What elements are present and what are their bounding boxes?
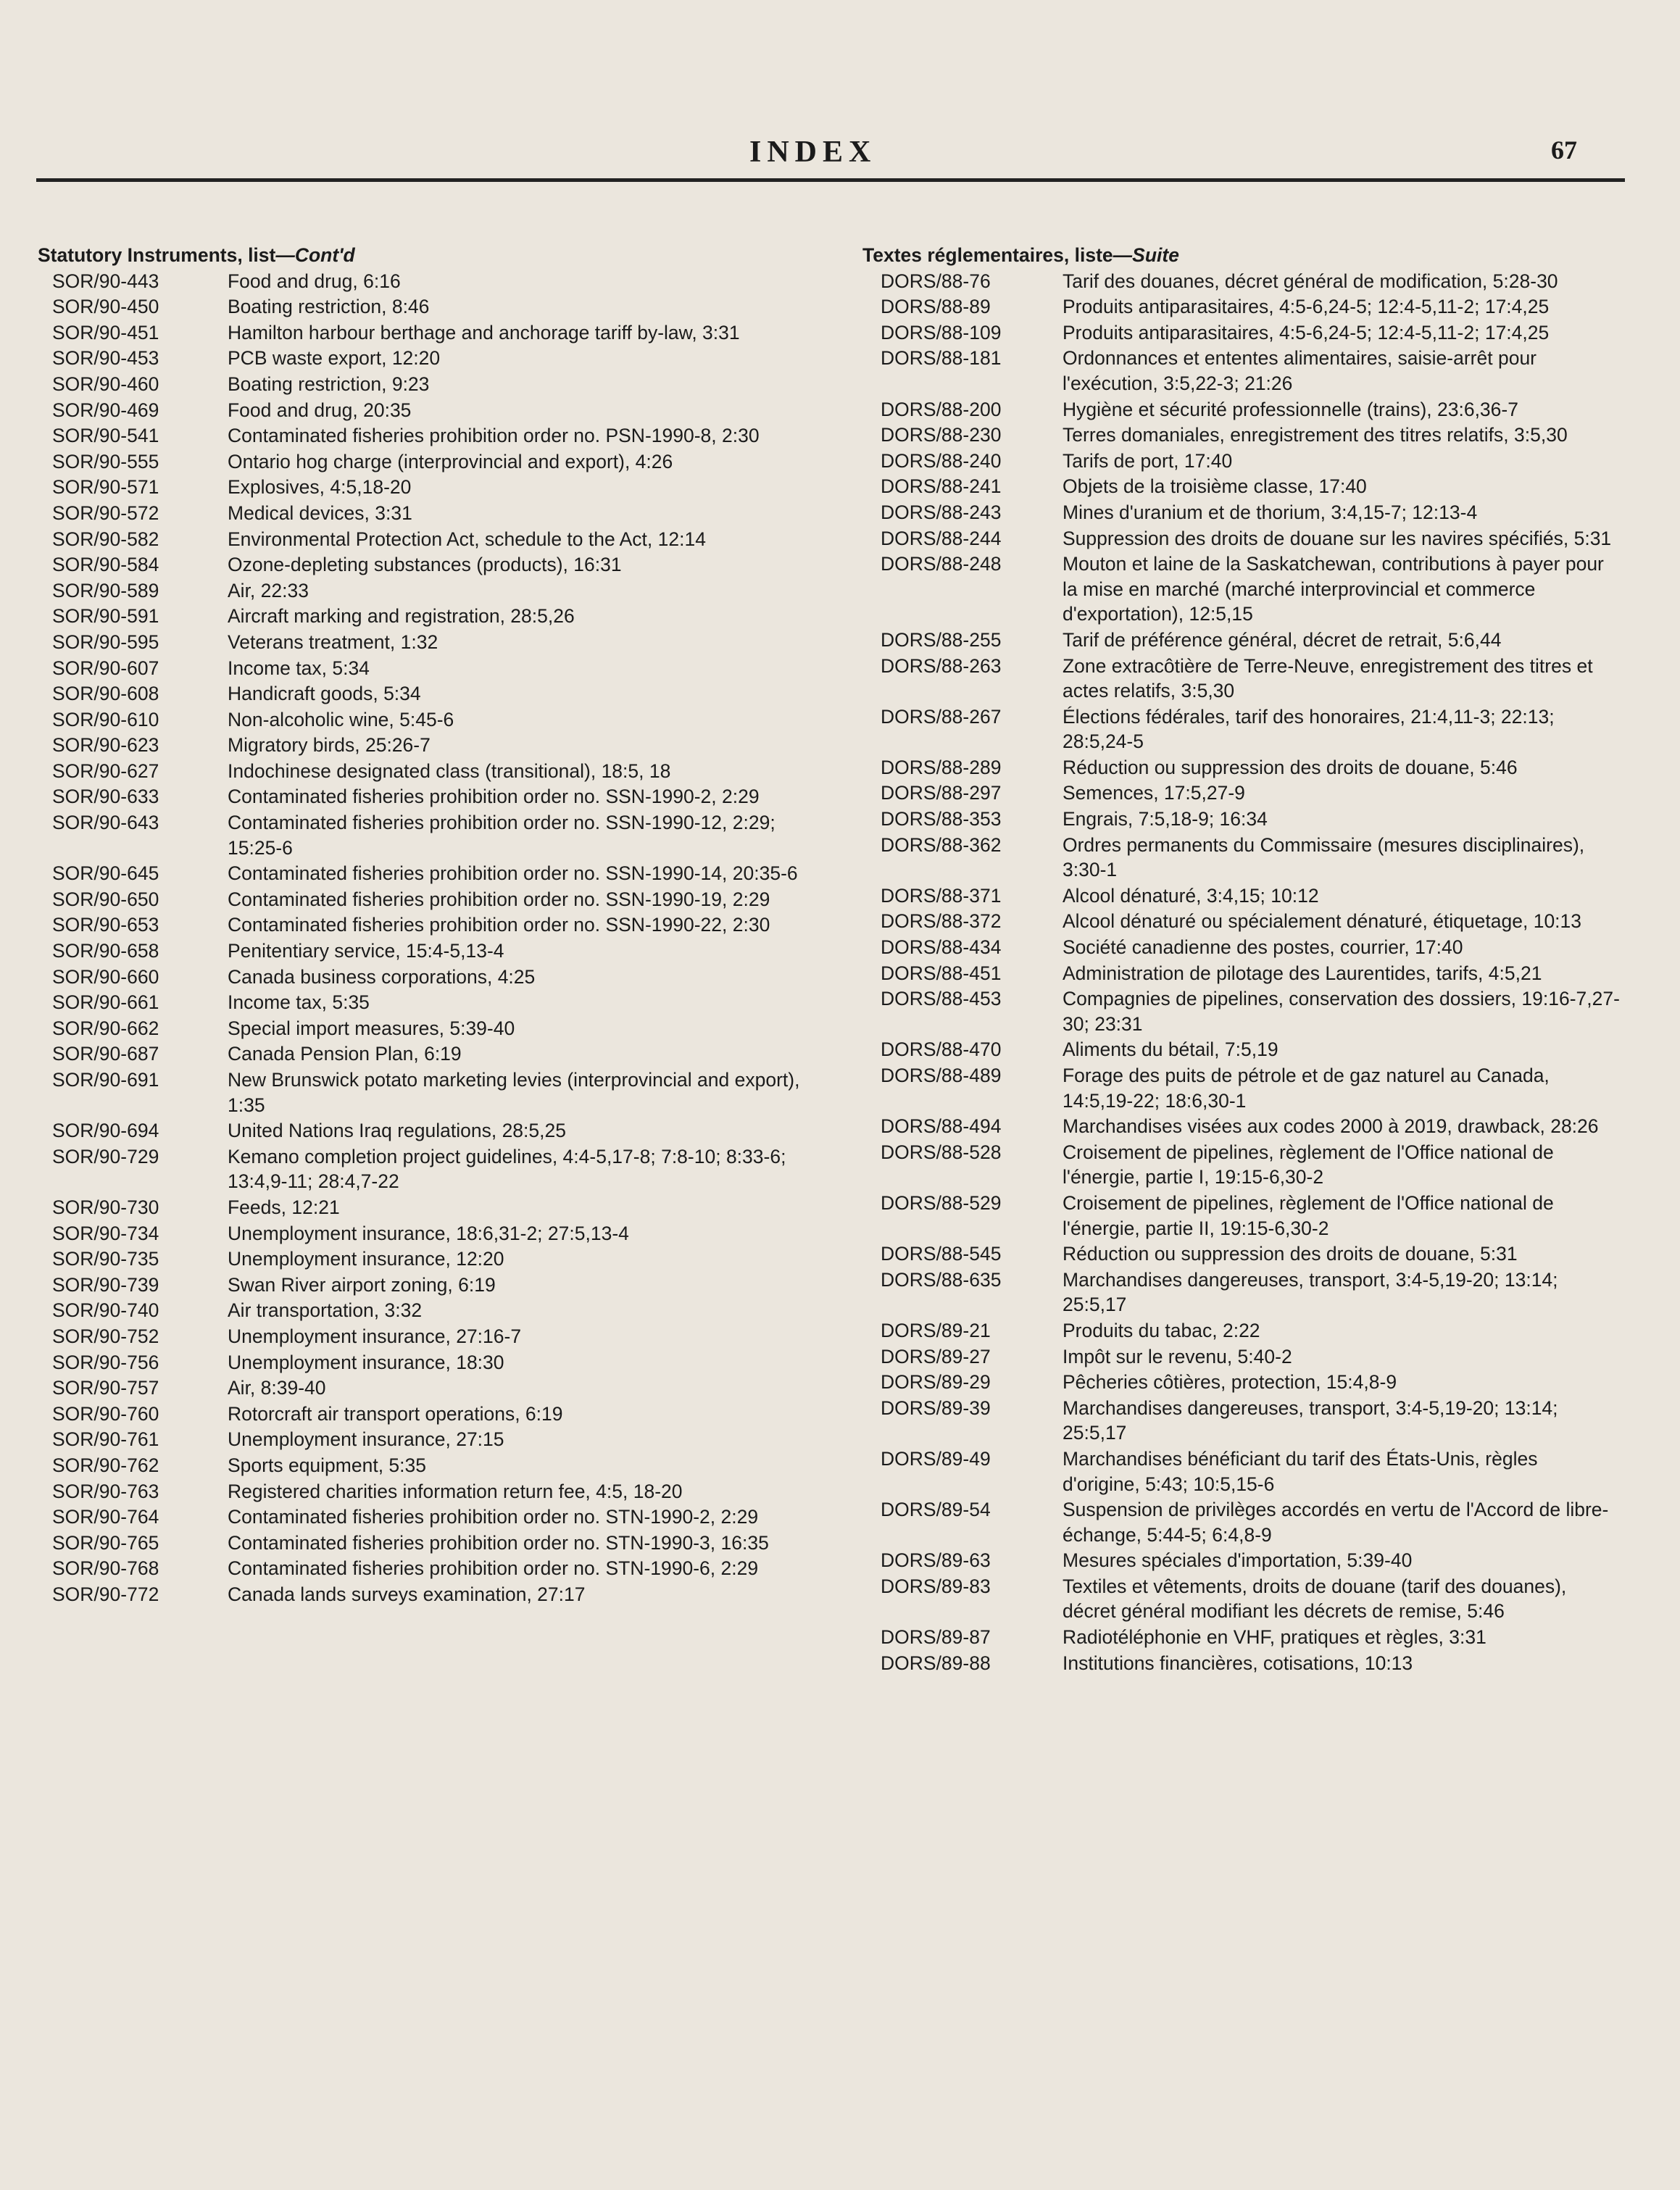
instrument-code: SOR/90-687 bbox=[52, 1043, 159, 1065]
instrument-code: SOR/90-643 bbox=[52, 812, 159, 834]
instrument-code: DORS/88-267 bbox=[881, 705, 1002, 728]
index-entry bbox=[38, 1273, 813, 1298]
instrument-subject: Rotorcraft air transport operations, 6:19 bbox=[228, 1402, 563, 1425]
instrument-subject: Impôt sur le revenu, 5:40-2 bbox=[1063, 1345, 1292, 1367]
instrument-subject: Medical devices, 3:31 bbox=[228, 501, 412, 524]
index-entry bbox=[38, 1041, 813, 1067]
page-number: 67 bbox=[1551, 136, 1577, 165]
instrument-code: SOR/90-450 bbox=[52, 296, 159, 318]
instrument-code: DORS/88-89 bbox=[881, 296, 991, 318]
index-entry bbox=[38, 372, 813, 397]
index-entry bbox=[38, 1221, 813, 1246]
instrument-subject: Handicraft goods, 5:34 bbox=[228, 683, 421, 705]
index-entry bbox=[862, 1574, 1620, 1624]
instrument-subject: Semences, 17:5,27-9 bbox=[1063, 782, 1245, 804]
instrument-subject: Zone extracôtière de Terre-Neuve, enregistrement des titres et actes relatifs, 3:5,30 bbox=[1063, 654, 1593, 702]
instrument-code: DORS/88-230 bbox=[881, 424, 1002, 446]
index-entry bbox=[38, 810, 813, 860]
index-entry bbox=[38, 990, 813, 1015]
instrument-code: DORS/88-434 bbox=[881, 936, 1002, 959]
instrument-subject: Hygiène et sécurité professionnelle (trains), 23:6,36-7 bbox=[1063, 398, 1518, 420]
instrument-subject: Terres domaniales, enregistrement des titres relatifs, 3:5,30 bbox=[1063, 424, 1568, 446]
index-entry bbox=[38, 501, 813, 526]
instrument-subject: Contaminated fisheries prohibition order no. STN-1990-3, 16:35 bbox=[228, 1531, 769, 1554]
instrument-subject: Sports equipment, 5:35 bbox=[228, 1454, 427, 1476]
index-entry bbox=[38, 346, 813, 371]
instrument-subject: Pêcheries côtières, protection, 15:4,8-9 bbox=[1063, 1371, 1397, 1394]
index-entry bbox=[862, 654, 1620, 704]
instrument-code: DORS/88-240 bbox=[881, 449, 1002, 472]
instrument-code: SOR/90-650 bbox=[52, 888, 159, 910]
instrument-code: SOR/90-633 bbox=[52, 786, 159, 808]
instrument-code: SOR/90-661 bbox=[52, 991, 159, 1014]
instrument-code: DORS/88-76 bbox=[881, 270, 991, 292]
instrument-subject: Swan River airport zoning, 6:19 bbox=[228, 1273, 496, 1296]
instrument-code: SOR/90-595 bbox=[52, 630, 159, 653]
index-entry bbox=[38, 1324, 813, 1349]
instrument-subject: Contaminated fisheries prohibition order no. SSN-1990-2, 2:29 bbox=[228, 786, 760, 808]
instrument-code: DORS/88-109 bbox=[881, 321, 1002, 344]
instrument-subject: Suspension de privilèges accordés en vertu de l'Accord de libre-échange, 5:44-5; 6:4,8-9 bbox=[1063, 1499, 1609, 1546]
index-entry bbox=[862, 422, 1620, 448]
index-entry bbox=[862, 1063, 1620, 1113]
instrument-code: SOR/90-555 bbox=[52, 450, 159, 472]
index-entry bbox=[38, 423, 813, 449]
index-entry bbox=[862, 1191, 1620, 1241]
index-entry bbox=[862, 755, 1620, 780]
instrument-code: DORS/89-87 bbox=[881, 1626, 991, 1649]
index-entry bbox=[862, 1037, 1620, 1062]
instrument-code: SOR/90-761 bbox=[52, 1428, 159, 1451]
instrument-subject: Produits antiparasitaires, 4:5-6,24-5; 12:4-5,11-2; 17:4,25 bbox=[1063, 296, 1550, 318]
instrument-subject: Tarif des douanes, décret général de modification, 5:28-30 bbox=[1063, 270, 1558, 292]
instrument-code: SOR/90-729 bbox=[52, 1145, 159, 1167]
instrument-subject: Aircraft marking and registration, 28:5,26 bbox=[228, 605, 575, 628]
instrument-subject: Marchandises dangereuses, transport, 3:4-5,19-20; 13:14; 25:5,17 bbox=[1063, 1268, 1558, 1316]
instrument-subject: Unemployment insurance, 12:20 bbox=[228, 1248, 504, 1270]
index-entry bbox=[862, 1241, 1620, 1267]
instrument-code: DORS/88-372 bbox=[881, 910, 1002, 933]
instrument-code: SOR/90-610 bbox=[52, 708, 159, 730]
instrument-subject: Alcool dénaturé, 3:4,15; 10:12 bbox=[1063, 884, 1319, 907]
instrument-code: SOR/90-740 bbox=[52, 1299, 159, 1322]
instrument-code: DORS/88-200 bbox=[881, 398, 1002, 420]
instrument-code: SOR/90-469 bbox=[52, 399, 159, 421]
index-entry bbox=[862, 1651, 1620, 1676]
instrument-subject: Marchandises visées aux codes 2000 à 2019, drawback, 28:26 bbox=[1063, 1115, 1599, 1138]
instrument-code: SOR/90-582 bbox=[52, 528, 159, 550]
index-entry bbox=[862, 1267, 1620, 1317]
instrument-code: SOR/90-653 bbox=[52, 914, 159, 936]
index-entry bbox=[38, 1195, 813, 1220]
instrument-subject: Contaminated fisheries prohibition order no. PSN-1990-8, 2:30 bbox=[228, 425, 760, 447]
instrument-code: SOR/90-443 bbox=[52, 270, 159, 292]
instrument-code: SOR/90-760 bbox=[52, 1402, 159, 1425]
instrument-subject: Mouton et laine de la Saskatchewan, contributions à payer pour la mise en marché (marché interprovincial et commerce d'exportation), 12:5,15 bbox=[1063, 553, 1604, 625]
index-entry bbox=[862, 628, 1620, 653]
instrument-code: DORS/88-289 bbox=[881, 756, 1002, 778]
instrument-code: DORS/88-528 bbox=[881, 1141, 1002, 1163]
instrument-subject: Compagnies de pipelines, conservation des dossiers, 19:16-7,27-30; 23:31 bbox=[1063, 988, 1620, 1035]
instrument-subject: Aliments du bétail, 7:5,19 bbox=[1063, 1038, 1278, 1061]
index-entry bbox=[38, 759, 813, 784]
instrument-subject: Radiotéléphonie en VHF, pratiques et règles, 3:31 bbox=[1063, 1626, 1486, 1649]
instrument-subject: Administration de pilotage des Laurentides, tarifs, 4:5,21 bbox=[1063, 962, 1542, 984]
index-entry bbox=[38, 630, 813, 655]
instrument-subject: Marchandises bénéficiant du tarif des États-Unis, règles d'origine, 5:43; 10:5,15-6 bbox=[1063, 1447, 1538, 1495]
instrument-subject: Société canadienne des postes, courrier, 17:40 bbox=[1063, 936, 1463, 959]
index-entry bbox=[862, 1625, 1620, 1650]
index-entry bbox=[38, 938, 813, 964]
instrument-subject: Migratory birds, 25:26-7 bbox=[228, 734, 431, 757]
right-column bbox=[862, 243, 1620, 1676]
instrument-subject: Non-alcoholic wine, 5:45-6 bbox=[228, 708, 454, 730]
instrument-subject: Unemployment insurance, 18:30 bbox=[228, 1351, 504, 1373]
instrument-code: SOR/90-645 bbox=[52, 862, 159, 885]
index-entry bbox=[862, 1140, 1620, 1190]
instrument-subject: Mines d'uranium et de thorium, 3:4,15-7; 12:13-4 bbox=[1063, 501, 1478, 523]
instrument-subject: Marchandises dangereuses, transport, 3:4-5,19-20; 13:14; 25:5,17 bbox=[1063, 1396, 1558, 1444]
instrument-subject: Contaminated fisheries prohibition order no. SSN-1990-14, 20:35-6 bbox=[228, 862, 798, 885]
instrument-subject: Ordonnances et ententes alimentaires, saisie-arrêt pour l'exécution, 3:5,22-3; 21:26 bbox=[1063, 347, 1537, 394]
instrument-subject: Produits antiparasitaires, 4:5-6,24-5; 12:4-5,11-2; 17:4,25 bbox=[1063, 321, 1550, 344]
index-entry bbox=[38, 1298, 813, 1323]
entry-list bbox=[862, 269, 1620, 1676]
instrument-code: SOR/90-739 bbox=[52, 1273, 159, 1296]
section-heading-text: Textes réglementaires, liste bbox=[862, 244, 1113, 266]
instrument-subject: Produits du tabac, 2:22 bbox=[1063, 1319, 1260, 1341]
instrument-code: DORS/88-297 bbox=[881, 782, 1002, 804]
instrument-code: SOR/90-571 bbox=[52, 476, 159, 499]
index-entry bbox=[38, 398, 813, 423]
index-entry bbox=[862, 500, 1620, 525]
index-entry bbox=[38, 1582, 813, 1607]
header-rule bbox=[36, 178, 1625, 182]
index-entry bbox=[862, 294, 1620, 320]
instrument-subject: Canada lands surveys examination, 27:17 bbox=[228, 1583, 586, 1605]
entry-list bbox=[38, 269, 813, 1607]
section-heading-suffix: —Suite bbox=[1113, 244, 1179, 266]
instrument-code: DORS/89-39 bbox=[881, 1396, 991, 1419]
instrument-subject: Income tax, 5:35 bbox=[228, 991, 370, 1014]
instrument-subject: Objets de la troisième classe, 17:40 bbox=[1063, 475, 1367, 498]
instrument-subject: Élections fédérales, tarif des honoraires, 21:4,11-3; 22:13; 28:5,24-5 bbox=[1063, 705, 1555, 753]
index-entry bbox=[862, 474, 1620, 499]
instrument-code: DORS/88-371 bbox=[881, 884, 1002, 907]
instrument-code: DORS/88-248 bbox=[881, 553, 1002, 575]
index-entry bbox=[38, 527, 813, 552]
index-entry bbox=[862, 551, 1620, 627]
instrument-code: DORS/88-494 bbox=[881, 1115, 1002, 1138]
index-entry bbox=[862, 269, 1620, 294]
index-entry bbox=[862, 935, 1620, 960]
index-entry bbox=[38, 912, 813, 938]
index-entry bbox=[862, 704, 1620, 754]
index-entry bbox=[38, 269, 813, 294]
instrument-code: SOR/90-756 bbox=[52, 1351, 159, 1373]
instrument-subject: Boating restriction, 9:23 bbox=[228, 372, 430, 395]
index-entry bbox=[862, 346, 1620, 396]
instrument-code: SOR/90-735 bbox=[52, 1248, 159, 1270]
index-entry bbox=[862, 526, 1620, 551]
index-entry bbox=[38, 1479, 813, 1504]
index-entry bbox=[38, 656, 813, 681]
instrument-code: SOR/90-453 bbox=[52, 347, 159, 370]
section-heading-suffix: —Cont'd bbox=[275, 244, 355, 266]
instrument-subject: Income tax, 5:34 bbox=[228, 657, 370, 679]
instrument-code: SOR/90-662 bbox=[52, 1017, 159, 1039]
instrument-code: DORS/88-181 bbox=[881, 347, 1002, 370]
index-entry bbox=[38, 552, 813, 578]
index-entry bbox=[862, 883, 1620, 909]
instrument-code: DORS/89-49 bbox=[881, 1447, 991, 1470]
instrument-subject: Unemployment insurance, 18:6,31-2; 27:5,13-4 bbox=[228, 1222, 629, 1244]
instrument-subject: Tarifs de port, 17:40 bbox=[1063, 449, 1233, 472]
instrument-code: DORS/89-54 bbox=[881, 1499, 991, 1521]
instrument-subject: Unemployment insurance, 27:15 bbox=[228, 1428, 504, 1451]
instrument-code: SOR/90-627 bbox=[52, 759, 159, 782]
index-entry bbox=[38, 320, 813, 346]
instrument-code: DORS/88-529 bbox=[881, 1191, 1002, 1214]
instrument-code: SOR/90-572 bbox=[52, 501, 159, 524]
index-entry bbox=[38, 1531, 813, 1556]
section-heading bbox=[38, 243, 813, 268]
instrument-subject: Registered charities information return fee, 4:5, 18-20 bbox=[228, 1480, 683, 1502]
instrument-subject: Veterans treatment, 1:32 bbox=[228, 630, 438, 653]
instrument-subject: Food and drug, 20:35 bbox=[228, 399, 412, 421]
instrument-subject: Food and drug, 6:16 bbox=[228, 270, 401, 292]
instrument-code: SOR/90-752 bbox=[52, 1325, 159, 1347]
index-entry bbox=[38, 1556, 813, 1581]
index-entry bbox=[38, 1144, 813, 1194]
instrument-code: SOR/90-658 bbox=[52, 940, 159, 962]
instrument-code: SOR/90-623 bbox=[52, 734, 159, 757]
instrument-subject: Air transportation, 3:32 bbox=[228, 1299, 423, 1322]
instrument-code: DORS/88-470 bbox=[881, 1038, 1002, 1061]
index-entry bbox=[38, 887, 813, 912]
instrument-subject: Kemano completion project guidelines, 4:4-5,17-8; 7:8-10; 8:33-6; 13:4,9-11; 28:4,7-22 bbox=[228, 1145, 786, 1193]
index-entry bbox=[38, 1453, 813, 1478]
instrument-subject: Unemployment insurance, 27:16-7 bbox=[228, 1325, 522, 1347]
instrument-subject: Contaminated fisheries prohibition order no. STN-1990-2, 2:29 bbox=[228, 1506, 759, 1528]
index-entry bbox=[38, 1350, 813, 1375]
index-entry bbox=[38, 1118, 813, 1144]
instrument-subject: Institutions financières, cotisations, 10:13 bbox=[1063, 1652, 1413, 1674]
instrument-code: DORS/88-263 bbox=[881, 654, 1002, 677]
index-entry bbox=[862, 1318, 1620, 1344]
instrument-code: DORS/88-244 bbox=[881, 527, 1002, 549]
instrument-subject: Indochinese designated class (transitional), 18:5, 18 bbox=[228, 759, 671, 782]
instrument-code: SOR/90-694 bbox=[52, 1120, 159, 1142]
instrument-code: DORS/88-489 bbox=[881, 1065, 1002, 1086]
index-entry bbox=[862, 909, 1620, 934]
section-heading bbox=[862, 243, 1620, 268]
instrument-subject: Contaminated fisheries prohibition order no. STN-1990-6, 2:29 bbox=[228, 1557, 759, 1580]
instrument-code: DORS/88-353 bbox=[881, 808, 1002, 830]
index-entry bbox=[38, 1375, 813, 1401]
instrument-code: DORS/88-635 bbox=[881, 1268, 1002, 1291]
instrument-subject: Penitentiary service, 15:4-5,13-4 bbox=[228, 940, 504, 962]
instrument-code: DORS/88-451 bbox=[881, 962, 1002, 984]
instrument-subject: Tarif de préférence général, décret de retrait, 5:6,44 bbox=[1063, 628, 1502, 651]
instrument-subject: Forage des puits de pétrole et de gaz naturel au Canada, 14:5,19-22; 18:6,30-1 bbox=[1063, 1065, 1550, 1112]
index-entry bbox=[862, 961, 1620, 986]
index-entry bbox=[38, 294, 813, 320]
index-entry bbox=[38, 449, 813, 475]
instrument-subject: Boating restriction, 8:46 bbox=[228, 296, 430, 318]
instrument-code: SOR/90-757 bbox=[52, 1377, 159, 1399]
instrument-code: DORS/88-545 bbox=[881, 1243, 1002, 1265]
instrument-subject: PCB waste export, 12:20 bbox=[228, 347, 441, 370]
index-entry bbox=[38, 733, 813, 758]
index-entry bbox=[862, 1114, 1620, 1139]
instrument-subject: Canada Pension Plan, 6:19 bbox=[228, 1043, 462, 1065]
index-entry bbox=[862, 1396, 1620, 1446]
instrument-code: SOR/90-764 bbox=[52, 1506, 159, 1528]
instrument-code: SOR/90-451 bbox=[52, 321, 159, 344]
instrument-subject: Croisement de pipelines, règlement de l'Office national de l'énergie, partie II, 19:15-6,30-2 bbox=[1063, 1191, 1554, 1239]
instrument-code: DORS/88-255 bbox=[881, 628, 1002, 651]
index-entry bbox=[862, 320, 1620, 346]
instrument-code: SOR/90-730 bbox=[52, 1196, 159, 1218]
instrument-subject: Hamilton harbour berthage and anchorage tariff by-law, 3:31 bbox=[228, 321, 740, 344]
index-entry bbox=[862, 1548, 1620, 1573]
instrument-subject: Croisement de pipelines, règlement de l'Office national de l'énergie, partie I, 19:15-6,30-2 bbox=[1063, 1141, 1554, 1188]
instrument-subject: Ordres permanents du Commissaire (mesures disciplinaires), 3:30-1 bbox=[1063, 833, 1585, 881]
index-entry bbox=[38, 1504, 813, 1530]
index-entry bbox=[862, 1446, 1620, 1496]
instrument-subject: Environmental Protection Act, schedule to the Act, 12:14 bbox=[228, 528, 706, 550]
instrument-subject: Contaminated fisheries prohibition order no. SSN-1990-19, 2:29 bbox=[228, 888, 770, 910]
instrument-code: DORS/88-362 bbox=[881, 833, 1002, 856]
instrument-code: SOR/90-460 bbox=[52, 372, 159, 395]
instrument-code: SOR/90-608 bbox=[52, 683, 159, 705]
instrument-subject: Alcool dénaturé ou spécialement dénaturé, étiquetage, 10:13 bbox=[1063, 910, 1582, 933]
page-title: INDEX bbox=[749, 136, 877, 169]
index-entry bbox=[38, 1246, 813, 1272]
instrument-code: SOR/90-607 bbox=[52, 657, 159, 679]
index-entry bbox=[862, 449, 1620, 474]
instrument-subject: New Brunswick potato marketing levies (interprovincial and export), 1:35 bbox=[228, 1069, 800, 1116]
index-entry bbox=[38, 1402, 813, 1427]
index-entry bbox=[862, 397, 1620, 422]
index-entry bbox=[862, 807, 1620, 832]
instrument-subject: Textiles et vêtements, droits de douane (tarif des douanes), décret général modifiant les décrets de remise, 5:46 bbox=[1063, 1575, 1567, 1623]
index-entry bbox=[38, 1427, 813, 1452]
index-entry bbox=[38, 1067, 813, 1117]
instrument-code: DORS/89-29 bbox=[881, 1371, 991, 1394]
instrument-code: DORS/89-21 bbox=[881, 1319, 991, 1341]
instrument-code: DORS/89-63 bbox=[881, 1549, 991, 1572]
left-column bbox=[38, 243, 813, 1607]
index-entry bbox=[38, 1016, 813, 1041]
instrument-subject: United Nations Iraq regulations, 28:5,25 bbox=[228, 1120, 566, 1142]
instrument-code: DORS/89-27 bbox=[881, 1345, 991, 1367]
instrument-subject: Réduction ou suppression des droits de douane, 5:31 bbox=[1063, 1243, 1518, 1265]
instrument-subject: Ozone-depleting substances (products), 16:31 bbox=[228, 554, 622, 576]
instrument-code: DORS/88-243 bbox=[881, 501, 1002, 523]
instrument-subject: Mesures spéciales d'importation, 5:39-40 bbox=[1063, 1549, 1413, 1572]
index-entry bbox=[862, 1344, 1620, 1370]
index-entry bbox=[38, 604, 813, 629]
index-entry bbox=[862, 833, 1620, 883]
instrument-subject: Feeds, 12:21 bbox=[228, 1196, 340, 1218]
instrument-code: SOR/90-660 bbox=[52, 965, 159, 988]
instrument-subject: Suppression des droits de douane sur les navires spécifiés, 5:31 bbox=[1063, 527, 1612, 549]
instrument-subject: Air, 22:33 bbox=[228, 579, 309, 601]
instrument-subject: Engrais, 7:5,18-9; 16:34 bbox=[1063, 808, 1268, 830]
instrument-subject: Special import measures, 5:39-40 bbox=[228, 1017, 515, 1039]
instrument-code: DORS/89-83 bbox=[881, 1575, 991, 1597]
index-entry bbox=[38, 861, 813, 886]
section-heading-text: Statutory Instruments, list bbox=[38, 244, 276, 266]
index-entry bbox=[38, 707, 813, 733]
instrument-code: SOR/90-584 bbox=[52, 554, 159, 576]
index-entry bbox=[38, 475, 813, 500]
instrument-code: SOR/90-762 bbox=[52, 1454, 159, 1476]
instrument-code: DORS/88-453 bbox=[881, 988, 1002, 1010]
instrument-code: SOR/90-772 bbox=[52, 1583, 159, 1605]
instrument-subject: Canada business corporations, 4:25 bbox=[228, 965, 536, 988]
instrument-code: DORS/89-88 bbox=[881, 1652, 991, 1674]
instrument-code: DORS/88-241 bbox=[881, 475, 1002, 498]
index-entry bbox=[862, 1370, 1620, 1395]
instrument-code: SOR/90-691 bbox=[52, 1069, 159, 1091]
index-entry bbox=[38, 965, 813, 990]
index-entry bbox=[38, 784, 813, 809]
instrument-subject: Explosives, 4:5,18-20 bbox=[228, 476, 412, 499]
instrument-code: SOR/90-768 bbox=[52, 1557, 159, 1580]
instrument-subject: Contaminated fisheries prohibition order no. SSN-1990-12, 2:29; 15:25-6 bbox=[228, 812, 775, 859]
instrument-code: SOR/90-765 bbox=[52, 1531, 159, 1554]
instrument-subject: Réduction ou suppression des droits de douane, 5:46 bbox=[1063, 756, 1518, 778]
instrument-subject: Ontario hog charge (interprovincial and export), 4:26 bbox=[228, 450, 673, 472]
index-entry bbox=[38, 681, 813, 707]
index-entry bbox=[38, 578, 813, 604]
index-entry bbox=[862, 986, 1620, 1036]
instrument-subject: Air, 8:39-40 bbox=[228, 1377, 326, 1399]
instrument-code: SOR/90-734 bbox=[52, 1222, 159, 1244]
instrument-code: SOR/90-589 bbox=[52, 579, 159, 601]
instrument-code: SOR/90-541 bbox=[52, 425, 159, 447]
index-entry bbox=[862, 780, 1620, 806]
instrument-code: SOR/90-591 bbox=[52, 605, 159, 628]
instrument-subject: Contaminated fisheries prohibition order no. SSN-1990-22, 2:30 bbox=[228, 914, 770, 936]
index-entry bbox=[862, 1497, 1620, 1547]
instrument-code: SOR/90-763 bbox=[52, 1480, 159, 1502]
